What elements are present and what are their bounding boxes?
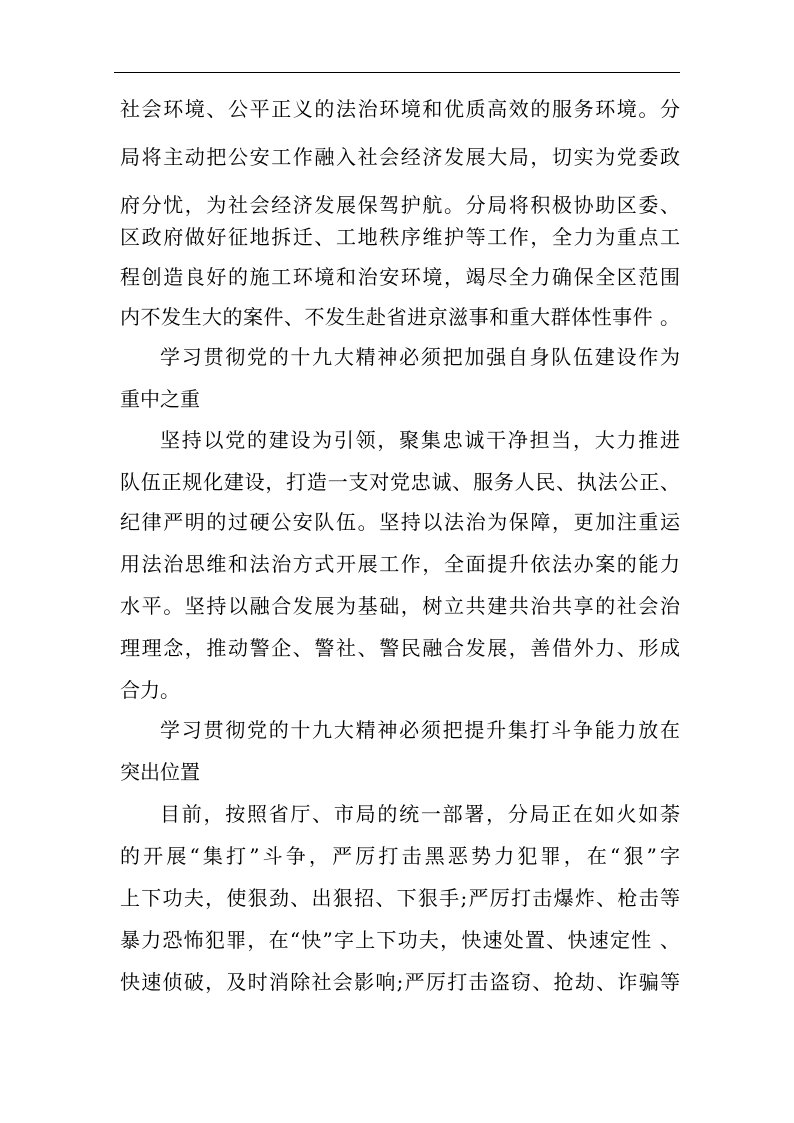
- text-line: 坚持以党的建设为引领，聚集忠诚干净担当，大力推进: [160, 428, 680, 452]
- text-line: 程创造良好的施工环境和治安环境，竭尽全力确保全区范围: [120, 265, 680, 289]
- text-line: 暴力恐怖犯罪，在“快”字上下功夫，快速处置、快速定性 、: [120, 928, 680, 952]
- text-line: 内不发生大的案件、不发生赴省进京滋事和重大群体性事件 。: [120, 305, 680, 329]
- section-heading-line: 学习贯彻党的十九大精神必须把提升集打斗争能力放在: [160, 718, 680, 742]
- text-line: 府分忧，为社会经济发展保驾护航。分局将积极协助区委、: [120, 193, 680, 217]
- section-heading-line: 突出位置: [120, 760, 200, 784]
- text-line: 的开展“集打”斗争，严厉打击黑恶势力犯罪，在“狠”字: [120, 844, 680, 868]
- text-line: 区政府做好征地拆迁、工地秩序维护等工作，全力为重点工: [120, 225, 680, 249]
- section-heading-line: 重中之重: [120, 387, 200, 411]
- text-line: 理理念，推动警企、警社、警民融合发展，善借外力、形成: [120, 636, 680, 660]
- text-line: 社会环境、公平正义的法治环境和优质高效的服务环境。分: [120, 97, 680, 121]
- text-line: 上下功夫，使狠劲、出狠招、下狠手;严厉打击爆炸、枪击等: [120, 886, 680, 910]
- text-line: 快速侦破，及时消除社会影响;严厉打击盗窃、抢劫、诈骗等: [120, 970, 680, 994]
- section-heading-line: 学习贯彻党的十九大精神必须把加强自身队伍建设作为: [160, 345, 680, 369]
- text-line: 队伍正规化建设，打造一支对党忠诚、服务人民、执法公正、: [120, 470, 680, 494]
- text-line: 水平。坚持以融合发展为基础，树立共建共治共享的社会治: [120, 594, 680, 618]
- text-line: 合力。: [120, 678, 180, 702]
- text-line: 局将主动把公安工作融入社会经济发展大局，切实为党委政: [120, 145, 680, 169]
- text-line: 目前，按照省厅、市局的统一部署，分局正在如火如荼: [160, 802, 680, 826]
- header-rule: [114, 72, 680, 73]
- text-line: 用法治思维和法治方式开展工作，全面提升依法办案的能力: [120, 552, 680, 576]
- text-line: 纪律严明的过硬公安队伍。坚持以法治为保障，更加注重运: [120, 510, 680, 534]
